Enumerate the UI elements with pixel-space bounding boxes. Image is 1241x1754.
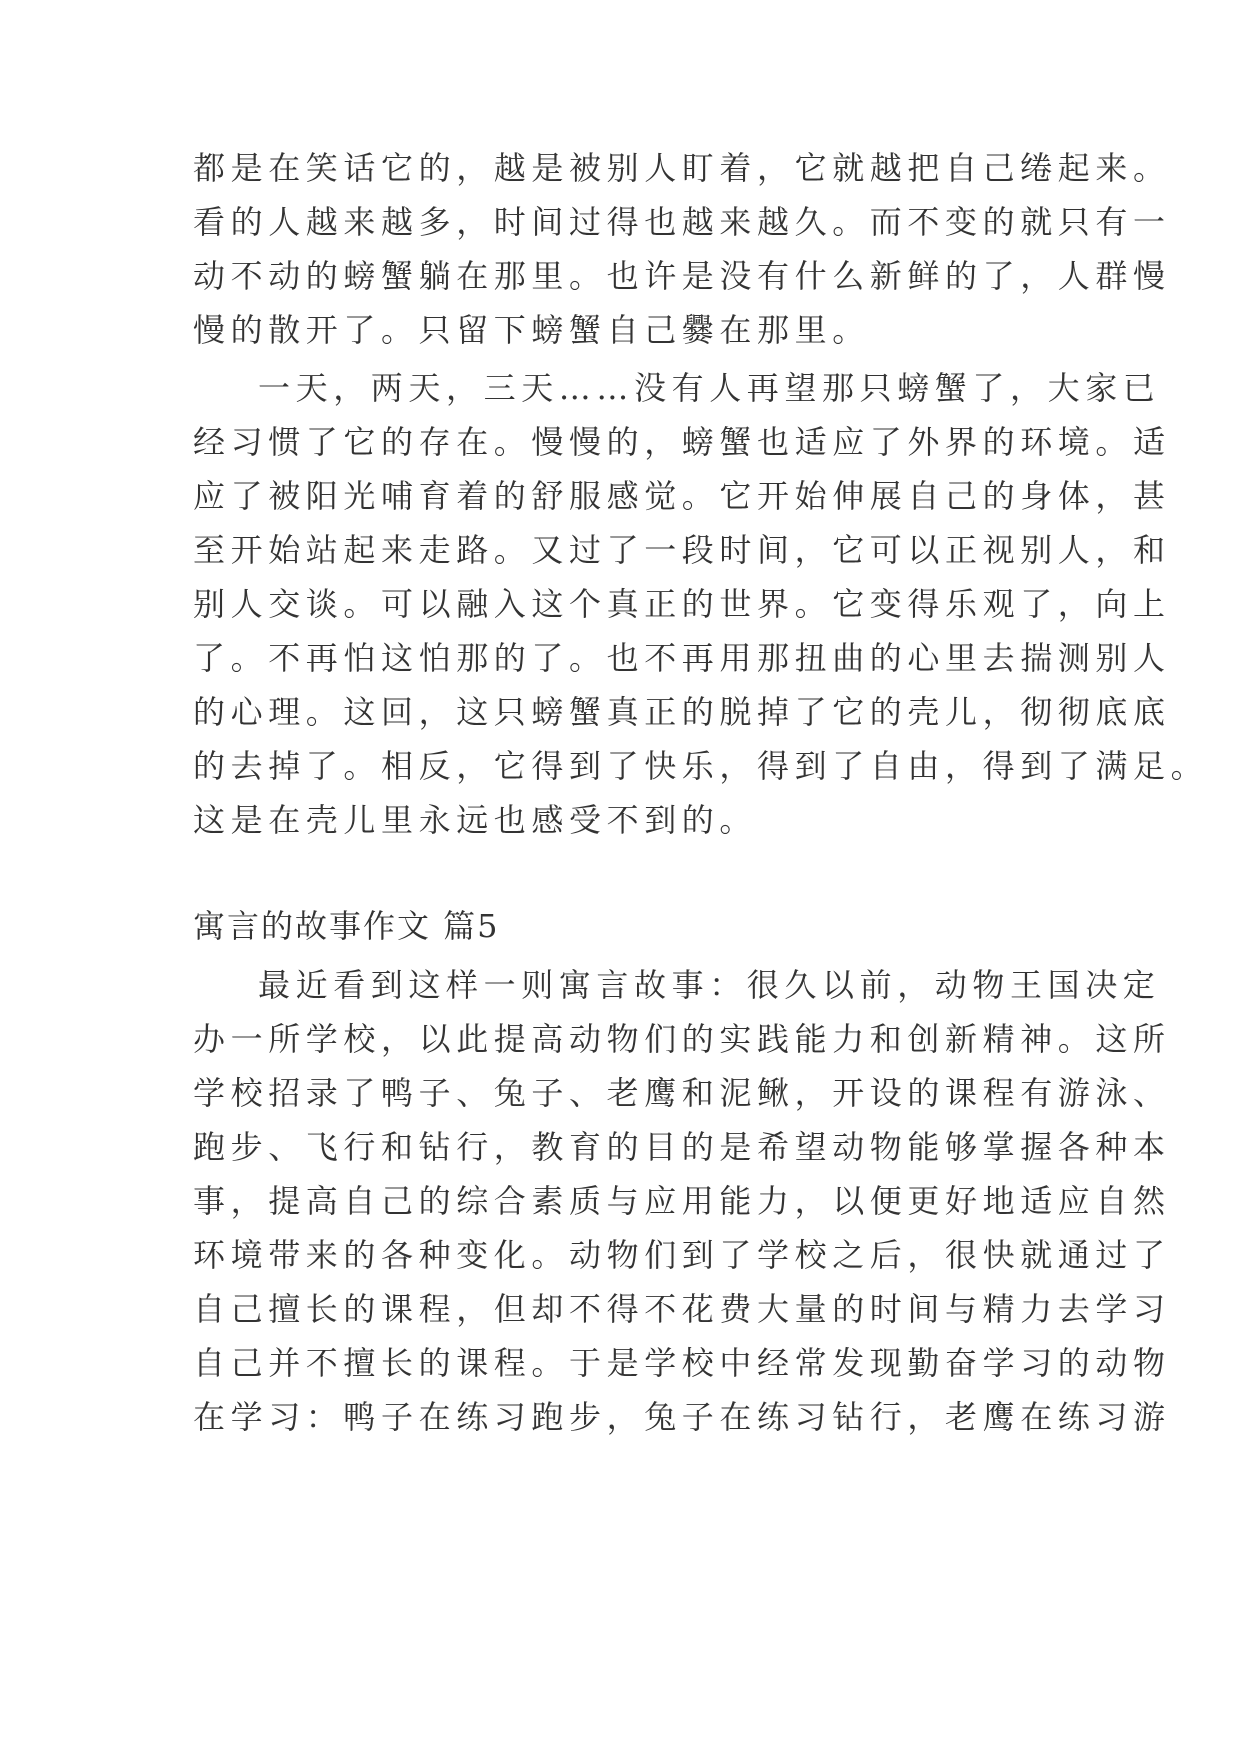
text-line: 慢的散开了。只留下螃蟹自己爨在那里。 [193,311,870,349]
text-line: 一天，两天，三天……没有人再望那只螃蟹了，大家已 [258,369,1161,407]
text-line: 应了被阳光哺育着的舒服感觉。它开始伸展自己的身体，甚 [193,477,1171,515]
text-line: 经习惯了它的存在。慢慢的，螃蟹也适应了外界的环境。适 [193,423,1171,461]
section-heading: 寓言的故事作文 篇5 [193,907,500,945]
text-line: 在学习：鸭子在练习跑步，兔子在练习钻行，老鹰在练习游 [193,1398,1171,1436]
text-line: 动不动的螃蟹躺在那里。也许是没有什么新鲜的了，人群慢 [193,257,1171,295]
text-line: 了。不再怕这怕那的了。也不再用那扭曲的心里去揣测别人 [193,639,1171,677]
text-line: 事，提高自己的综合素质与应用能力，以便更好地适应自然 [193,1182,1171,1220]
text-line: 看的人越来越多，时间过得也越来越久。而不变的就只有一 [193,203,1171,241]
text-line: 环境带来的各种变化。动物们到了学校之后，很快就通过了 [193,1236,1171,1274]
text-line: 跑步、飞行和钻行，教育的目的是希望动物能够掌握各种本 [193,1128,1171,1166]
text-line: 都是在笑话它的，越是被别人盯着，它就越把自己绻起来。 [193,149,1171,187]
text-line: 别人交谈。可以融入这个真正的世界。它变得乐观了，向上 [193,585,1171,623]
text-line: 自己并不擅长的课程。于是学校中经常发现勤奋学习的动物 [193,1344,1171,1382]
text-line: 这是在壳儿里永远也感受不到的。 [193,801,758,839]
text-line: 办一所学校，以此提高动物们的实践能力和创新精神。这所 [193,1020,1171,1058]
text-line: 至开始站起来走路。又过了一段时间，它可以正视别人，和 [193,531,1171,569]
text-line: 最近看到这样一则寓言故事：很久以前，动物王国决定 [258,966,1161,1004]
text-line: 的心理。这回，这只螃蟹真正的脱掉了它的壳儿，彻彻底底 [193,693,1171,731]
text-line: 学校招录了鸭子、兔子、老鹰和泥鳅，开设的课程有游泳、 [193,1074,1171,1112]
text-line: 自己擅长的课程，但却不得不花费大量的时间与精力去学习 [193,1290,1171,1328]
text-line: 的去掉了。相反，它得到了快乐，得到了自由，得到了满足。 [193,747,1209,785]
